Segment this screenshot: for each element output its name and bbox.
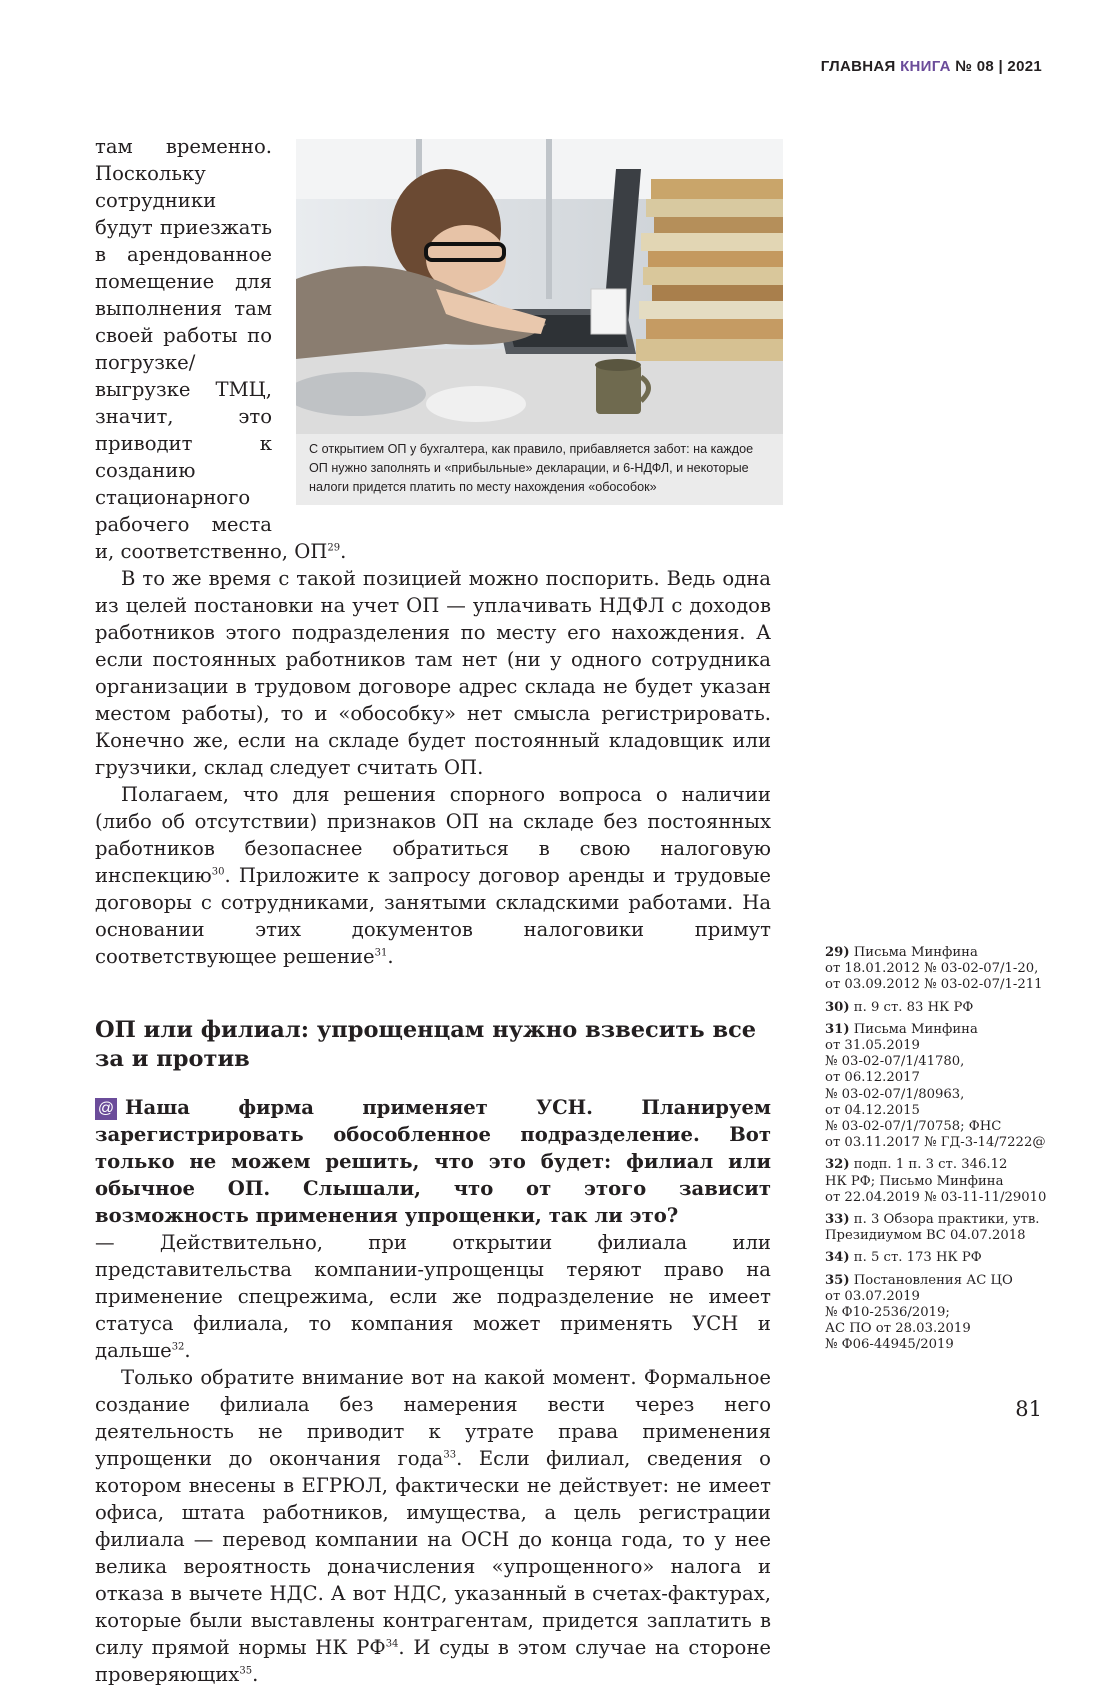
paragraph-5: Только обратите внимание вот на какой момент. Формальное создание филиала без намерения вести через него деятельность не приводит к утрате права применения упрощенки до окончания года$^{33}$. Если филиал, сведения о котором внесены в ЕГРЮЛ, фактически не действует: не имеет офиса, штата работников, имущества, а цель регистрации филиала — перевод компании на ОСН до конца года, то у нее велика вероятность доначисления «упрощенного» налога и отказа в вычете НДС. А вот НДС, указанный в счетах-фактурах, которые были выставлены контрагентам, придется заплатить в силу прямой нормы НК РФ$^{34}$. И суды в этом случае на стороне проверяющих$^{35}$. xyxy=(95,1366,771,1686)
footnote: 34) п. 5 ст. 173 НК РФ xyxy=(825,1250,982,1266)
article-body xyxy=(95,133,771,1688)
photo-tired-accountant xyxy=(296,139,783,434)
reader-question xyxy=(95,1094,771,1229)
paper-stack xyxy=(636,179,783,361)
footnote-ref-30: 30 xyxy=(211,866,225,878)
question-text: Наша фирма применяет УСН. Планируем зарегистрировать обособленное подразделение. Вот только не можем решить, что это будет: филиал или обычное ОП. Слышали, что от этого зависит возможность применения упрощенки, так ли это? xyxy=(95,1096,771,1227)
footnote-ref-33: 33 xyxy=(443,1449,457,1461)
footnote-ref-29: 29 xyxy=(327,542,341,554)
footnote-ref-34: 34 xyxy=(385,1638,399,1650)
footnote-ref-35: 35 xyxy=(239,1665,253,1677)
footnote: 35) Постановления АС ЦО от 03.07.2019 № Ф10-2536/2019; АС ПО от 28.03.2019 № Ф06-44945/2019 xyxy=(825,1272,1013,1353)
magazine-title: ГЛАВНАЯ xyxy=(820,58,901,75)
paragraph-2: В то же время с такой позицией можно поспорить. Ведь одна из целей постановки на учет ОП — уплачивать НДФЛ с доходов работников этого подразделения по месту его нахождения. А если постоянных работников там нет (ни у одного сотрудника организации в трудовом договоре адрес склада не будет указан местом работы), то и «обособку» нет смысла регистрировать. Конечно же, если на складе будет постоянный кладовщик или грузчики, склад следует считать ОП. xyxy=(95,567,771,779)
paragraph-3: Полагаем, что для решения спорного вопроса о наличии (либо об отсутствии) признаков ОП на складе без постоянных работников безопаснее обратиться в свою налоговую инспекцию$^{30}$. Приложите к запросу договор аренды и трудовые договоры с сотрудниками, занятыми складскими работами. На основании этих документов налоговики примут соответствующее решение$^{31}$. xyxy=(95,783,771,968)
figure-caption: С открытием ОП у бухгалтера, как правило, прибавляется забот: на каждое ОП нужно заполнять и «прибыльные» декларации, и 6-НДФЛ, и некоторые налоги придется платить по месту нахождения «обособок» xyxy=(309,442,754,494)
magazine-title-accent: КНИГА xyxy=(900,58,951,75)
footnotes-sidebar xyxy=(825,945,1055,1360)
footnote: 31) Письма Минфина от 31.05.2019 № 03-02-07/1/41780, от 06.12.2017 № 03-02-07/1/80963, от 04.12.2015 № 03-02-07/1/70758; ФНС от 03.11.2017 № ГД-3-14/7222@ xyxy=(825,1021,1046,1151)
footnote-ref-31: 31 xyxy=(374,947,388,959)
footnote: 32) подп. 1 п. 3 ст. 346.12 НК РФ; Письмо Минфина от 22.04.2019 № 03-11-11/29010 xyxy=(825,1157,1047,1205)
article-figure xyxy=(296,139,783,505)
page-number: 81 xyxy=(1015,1397,1042,1421)
section-heading: ОП или филиал: упрощенцам нужно взвесить все за и против xyxy=(95,1017,757,1072)
paragraph-1: там временно. Поскольку сотрудники будут приезжать в арендованное помещение для выполнения там своей работы по погрузке/выгрузке ТМЦ, значит, это приводит к созданию стационарного рабочего места и, соответственно, ОП$^{29}$. xyxy=(95,135,347,563)
footnote: 29) Письма Минфина от 18.01.2012 № 03-02-07/1-20, от 03.09.2012 № 03-02-07/1-211 xyxy=(825,945,1043,993)
at-sign-icon: @ xyxy=(95,1098,117,1120)
footnote: 33) п. 3 Обзора практики, утв. Президиумом ВС 04.07.2018 xyxy=(825,1212,1040,1244)
answer-paragraph: — Действительно, при открытии филиала или представительства компании-упрощенцы теряют право на применение спецрежима, если же подразделение не имеет статуса филиала, то компания может применять УСН и дальше$^{32}$. xyxy=(95,1231,771,1362)
footnote-ref-32: 32 xyxy=(171,1341,185,1353)
footnote: 30) п. 9 ст. 83 НК РФ xyxy=(825,999,974,1015)
issue-number: № 08 | 2021 xyxy=(950,58,1042,75)
mug xyxy=(595,359,649,414)
magazine-header xyxy=(821,58,1042,75)
